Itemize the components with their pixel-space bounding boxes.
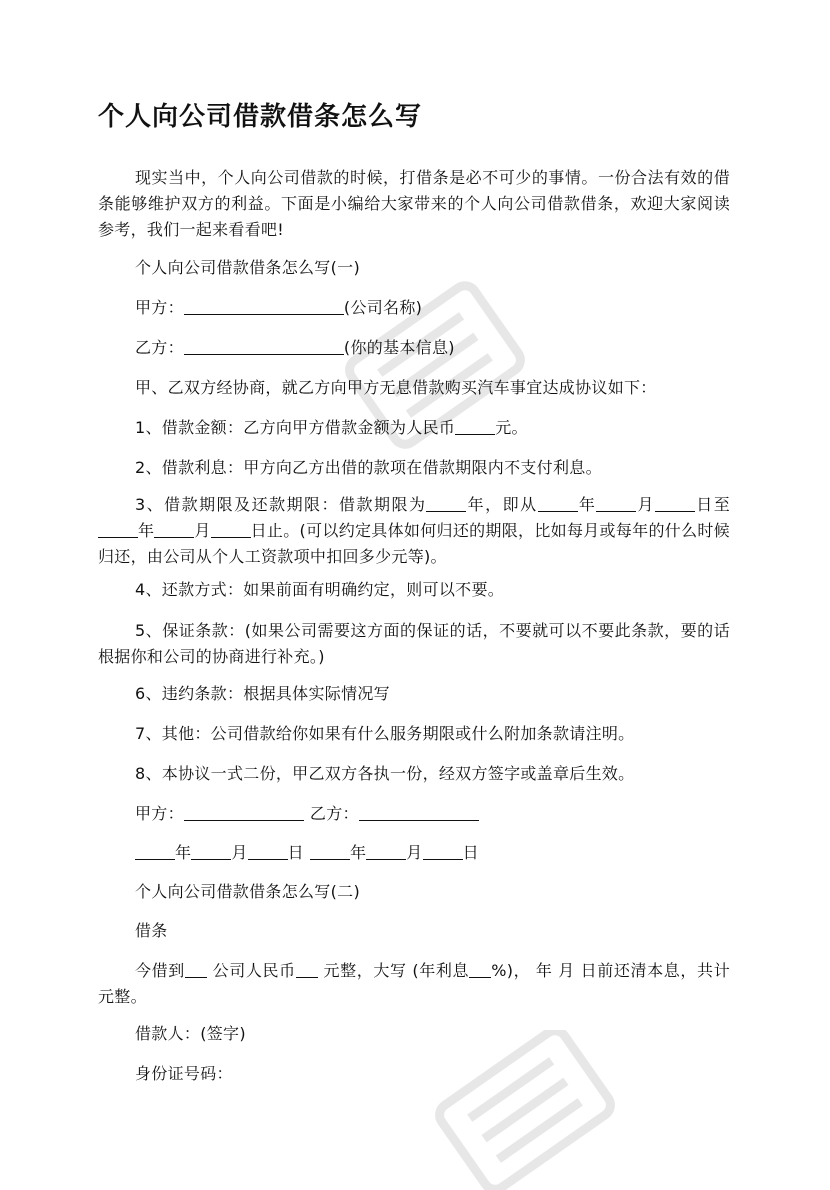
- year-label: 年: [466, 495, 486, 514]
- end-day-blank: [211, 521, 251, 538]
- day-end-label: 日止: [250, 521, 284, 540]
- clause-3-text: 3、借款期限及还款期限：借款期限为: [135, 495, 427, 514]
- intro-paragraph: 现实当中，个人向公司借款的时候，打借条是必不可少的事情。一份合法有效的借条能够维护双方的利益。下面是小编给大家带来的个人向公司借款借条，欢迎大家阅读参考，我们一起来看看吧!: [98, 168, 730, 239]
- date-a-day-blank: [248, 843, 288, 860]
- party-a-blank: [184, 298, 344, 315]
- sign-a-label: 甲方：: [135, 804, 184, 823]
- sign-b-label: 乙方：: [309, 804, 359, 823]
- year-label: 年: [349, 843, 367, 862]
- clause-3-to: 至: [713, 495, 730, 514]
- sign-a-blank: [184, 804, 304, 821]
- month-label: 月: [406, 843, 423, 862]
- amount-blank: [296, 961, 318, 978]
- party-b-label: 乙方：: [135, 338, 184, 357]
- start-day-blank: [655, 495, 695, 512]
- party-a-label: 甲方：: [135, 298, 184, 317]
- start-year-blank: [538, 495, 578, 512]
- party-b-note: (你的基本信息): [343, 338, 455, 357]
- month-label: 月: [636, 495, 655, 514]
- clause-8: 8、本协议一式二份，甲乙双方各执一份，经双方签字或盖章后生效。: [135, 764, 635, 783]
- clause-5: 5、保证条款：(如果公司需要这方面的保证的话，不要就可以不要此条款，要的话根据你和公司的协商进行补充。): [98, 621, 730, 666]
- clause-4: 4、还款方式：如果前面有明确约定，则可以不要。: [135, 580, 505, 599]
- clause-6: 6、违约条款：根据具体实际情况写: [135, 684, 390, 703]
- section1-heading: 个人向公司借款借条怎么写(一): [135, 258, 360, 277]
- day-label: 日: [695, 495, 714, 514]
- year-label: 年: [175, 843, 192, 862]
- clause-7: 7、其他：公司借款给你如果有什么服务期限或什么附加条款请注明。: [135, 724, 635, 743]
- signature-line: [135, 801, 479, 827]
- clause-3-note: 。(可以约定具体如何归还的期限，比如每月或每年的什么时候归还，由公司从个人工资款项中扣回多少元等)。: [98, 521, 730, 566]
- day-label: 日: [287, 843, 304, 862]
- end-month-blank: [154, 521, 194, 538]
- start-month-blank: [596, 495, 636, 512]
- date-a-year-blank: [135, 843, 175, 860]
- id-number-line: 身份证号码：: [135, 1064, 233, 1083]
- year-label: 年: [138, 521, 155, 540]
- date-b-year-blank: [310, 843, 350, 860]
- party-a-note: (公司名称): [343, 298, 423, 317]
- clause-2: 2、借款利息：甲方向乙方出借的款项在借款期限内不支付利息。: [135, 458, 602, 477]
- clause-1: [135, 415, 528, 441]
- lender-blank: [185, 961, 207, 978]
- date-a-month-blank: [191, 843, 231, 860]
- iou-text-end: %)， 年 月 日前还清本息，共计 元整。: [98, 961, 730, 1006]
- borrower-line: 借款人：(签字): [135, 1024, 246, 1043]
- iou-text-amount: 元整，大写 (年利息: [317, 961, 470, 980]
- year-label: 年: [577, 495, 597, 514]
- clause-3: [98, 492, 730, 570]
- party-b-line: [135, 335, 455, 361]
- date-b-day-blank: [423, 843, 463, 860]
- iou-text-start: 今借到: [135, 961, 185, 980]
- month-label: 月: [231, 843, 248, 862]
- date-line: [135, 840, 479, 866]
- page-title: 个人向公司借款借条怎么写: [98, 102, 423, 132]
- sign-b-blank: [359, 804, 479, 821]
- clause-1-unit: 元。: [495, 418, 528, 437]
- amount-blank: [455, 418, 495, 435]
- term-blank: [426, 495, 466, 512]
- iou-heading: 借条: [135, 921, 168, 940]
- section2-heading: 个人向公司借款借条怎么写(二): [135, 882, 360, 901]
- watermark-stamp: [420, 1030, 630, 1190]
- day-label: 日: [462, 843, 479, 862]
- party-b-blank: [184, 338, 344, 355]
- iou-text: [98, 958, 730, 1010]
- clause-3-from: ，即从: [485, 495, 538, 514]
- month-label: 月: [194, 521, 211, 540]
- date-b-month-blank: [366, 843, 406, 860]
- agreement-intro: 甲、乙双方经协商，就乙方向甲方无息借款购买汽车事宜达成协议如下：: [135, 378, 657, 397]
- end-year-blank: [98, 521, 138, 538]
- clause-1-text: 1、借款金额：乙方向甲方借款金额为人民币: [135, 418, 456, 437]
- iou-text-company: 公司人民币: [206, 961, 296, 980]
- interest-blank: [469, 961, 491, 978]
- party-a-line: [135, 295, 422, 321]
